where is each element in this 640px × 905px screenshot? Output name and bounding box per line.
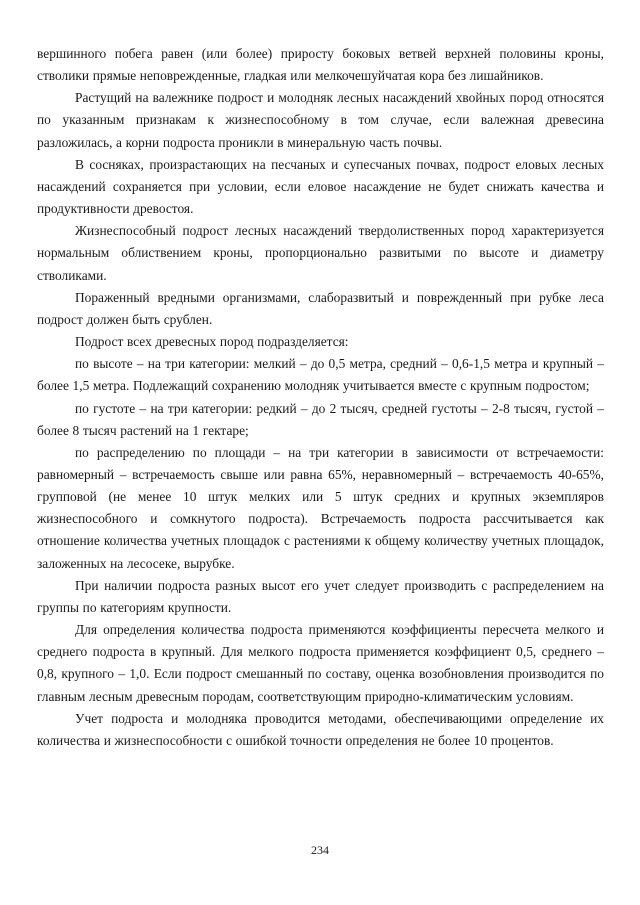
paragraph: Жизнеспособный подрост лесных насаждений твердолиственных пород характеризуется нормальным облиствением кроны, пропорционально развитыми по высоте и диаметру стволиками. [37, 223, 604, 283]
paragraph: Подрост всех древесных пород подразделяется: [75, 334, 349, 350]
paragraph: Учет подроста и молодняка проводится методами, обеспечивающими определение их количества и жизнеспособности с ошибкой точности определения не более 10 процентов. [37, 710, 604, 748]
paragraph: При наличии подроста разных высот его учет следует производить с распределением на группы по категориям крупности. [37, 577, 604, 615]
paragraph: Для определения количества подроста применяются коэффициенты пересчета мелкого и среднего подроста в крупный. Для мелкого подроста применяется коэффициент 0,5, среднего – 0,8, крупного – 1,0. Если подрост смешанный по составу, оценка возобновления производится по главным лесным древесным породам, соответствующим природно-климатическим условиям. [37, 622, 604, 704]
page-number: 234 [311, 843, 329, 857]
paragraph: вершинного побега равен (или более) приросту боковых ветвей верхней половины кроны, стволики прямые неповрежденные, гладкая или мелкочешуйчатая кора без лишайников. [37, 46, 604, 84]
paragraph: В сосняках, произрастающих на песчаных и супесчаных почвах, подрост еловых лесных насаждений сохраняется при условии, если еловое насаждение не будет снижать качества и продуктивности древостоя. [37, 156, 604, 217]
document-body [37, 43, 604, 752]
list-item-height: по высоте – на три категории: мелкий – до 0,5 метра, средний – 0,6-1,5 метра и крупный – более 1,5 метра. Подлежащий сохранению молодняк учитывается вместе с крупным подростом; [37, 356, 604, 394]
list-item-density: по густоте – на три категории: редкий – до 2 тысяч, средней густоты – 2-8 тысяч, густой – более 8 тысяч растений на 1 гектаре; [37, 400, 604, 438]
list-item-distribution: по распределению по площади – на три категории в зависимости от встречаемости: равномерный – встречаемость свыше или равна 65%, неравномерный – встречаемость 40-65%, групповой (не менее 10 штук мелких или 5 штук средних и крупных экземпляров жизнеспособного и сомкнутого подроста). Встречаемость подроста рассчитывается как отношение количества учетных площадок с растениями к общему количеству учетных площадок, заложенных на лесосеке, вырубке. [37, 444, 604, 571]
paragraph: Растущий на валежнике подрост и молодняк лесных насаждений хвойных пород относятся по указанным признакам к жизнеспособному в том случае, если валежная древесина разложилась, а корни подроста проникли в минеральную часть почвы. [37, 90, 604, 150]
paragraph: Пораженный вредными организмами, слаборазвитый и поврежденный при рубке леса подрост должен быть срублен. [37, 289, 604, 327]
